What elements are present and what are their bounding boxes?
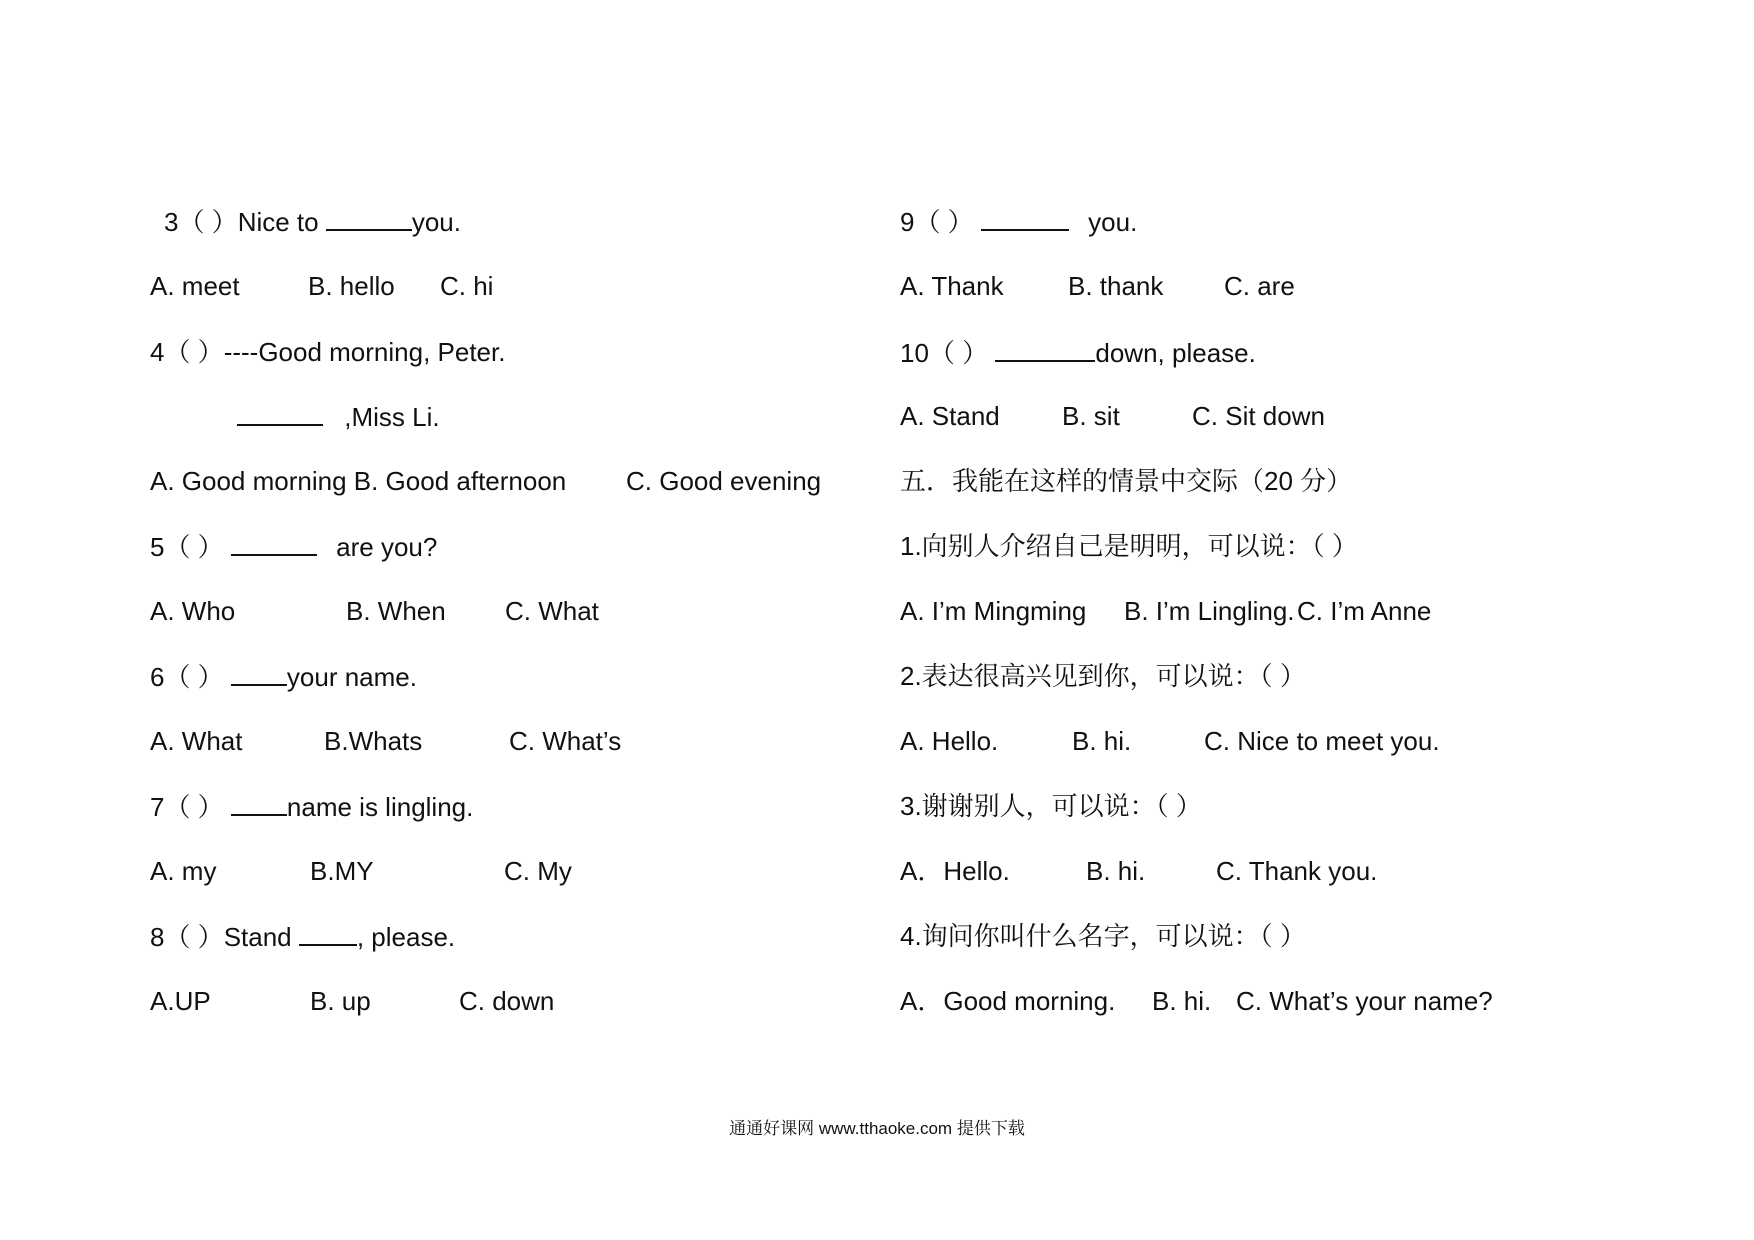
option-c: C. What’s your name?: [1236, 986, 1493, 1016]
option-a: A．Hello.: [900, 856, 1010, 886]
answer-blank: [231, 788, 287, 816]
option-c: C. hi: [440, 271, 494, 301]
option-a: A. Hello.: [900, 726, 999, 756]
answer-blank: [299, 918, 357, 946]
section-heading: 五．我能在这样的情景中交际（20 分）: [900, 466, 1353, 496]
option-b: B. thank: [1068, 271, 1164, 301]
question-10: 10（ ） down, please.: [900, 334, 1256, 370]
question-4: 4（ ）----Good morning, Peter.: [150, 337, 506, 367]
option-b: B. hi.: [1072, 726, 1132, 756]
option-b: B. hello: [308, 271, 395, 301]
option-c: C. What’s: [509, 726, 622, 756]
option-b: B.Whats: [324, 726, 423, 756]
answer-blank: [995, 334, 1095, 362]
scenario-4: 4.询问你叫什么名字，可以说：（ ）: [900, 921, 1306, 951]
option-a: A. meet: [150, 271, 240, 301]
answer-blank: [231, 528, 317, 556]
answer-blank: [237, 398, 323, 426]
scenario-1: 1.向别人介绍自己是明明，可以说：（ ）: [900, 531, 1358, 561]
answer-blank: [326, 203, 412, 231]
answer-blank: [231, 658, 287, 686]
option-b: B. When: [346, 596, 446, 626]
question-3: 3（ ）Nice to you.: [164, 203, 461, 239]
question-4-line2: ,Miss Li.: [237, 398, 440, 434]
answer-blank: [981, 203, 1069, 231]
option-c: C. What: [505, 596, 599, 626]
option-a: A. Who: [150, 596, 236, 626]
option-a: A. I’m Mingming: [900, 596, 1087, 626]
question-6: 6（ ） your name.: [150, 658, 417, 694]
footer-source: 通通好课网 www.tthaoke.com 提供下载: [729, 1119, 1025, 1138]
option-a: A. Thank: [900, 271, 1004, 301]
option-b: B. hi.: [1086, 856, 1146, 886]
option-ab: A. Good morning B. Good afternoon: [150, 466, 567, 496]
option-a: A. Stand: [900, 401, 1000, 431]
option-c: C. Thank you.: [1216, 856, 1378, 886]
option-c: C. I’m Anne: [1297, 596, 1432, 626]
question-5: 5（ ） are you?: [150, 528, 437, 564]
option-c: C. Sit down: [1192, 401, 1325, 431]
option-b: B.MY: [310, 856, 374, 886]
option-a: A. What: [150, 726, 243, 756]
option-c: C. Nice to meet you.: [1204, 726, 1440, 756]
option-c: C. are: [1224, 271, 1295, 301]
option-c: C. down: [459, 986, 555, 1016]
question-9: 9（ ） you.: [900, 203, 1137, 239]
question-8: 8（ ）Stand , please.: [150, 918, 455, 954]
option-b: B. hi.: [1152, 986, 1212, 1016]
question-7: 7（ ） name is lingling.: [150, 788, 473, 824]
option-a: A. my: [150, 856, 217, 886]
option-b: B. sit: [1062, 401, 1120, 431]
option-b: B. I’m Lingling.: [1124, 596, 1295, 626]
scenario-2: 2.表达很高兴见到你，可以说：（ ）: [900, 661, 1306, 691]
option-a: A.UP: [150, 986, 211, 1016]
scenario-3: 3.谢谢别人，可以说：（ ）: [900, 791, 1202, 821]
option-a: A．Good morning.: [900, 986, 1116, 1016]
option-b: B. up: [310, 986, 371, 1016]
option-c: C. Good evening: [626, 466, 822, 496]
option-c: C. My: [504, 856, 572, 886]
